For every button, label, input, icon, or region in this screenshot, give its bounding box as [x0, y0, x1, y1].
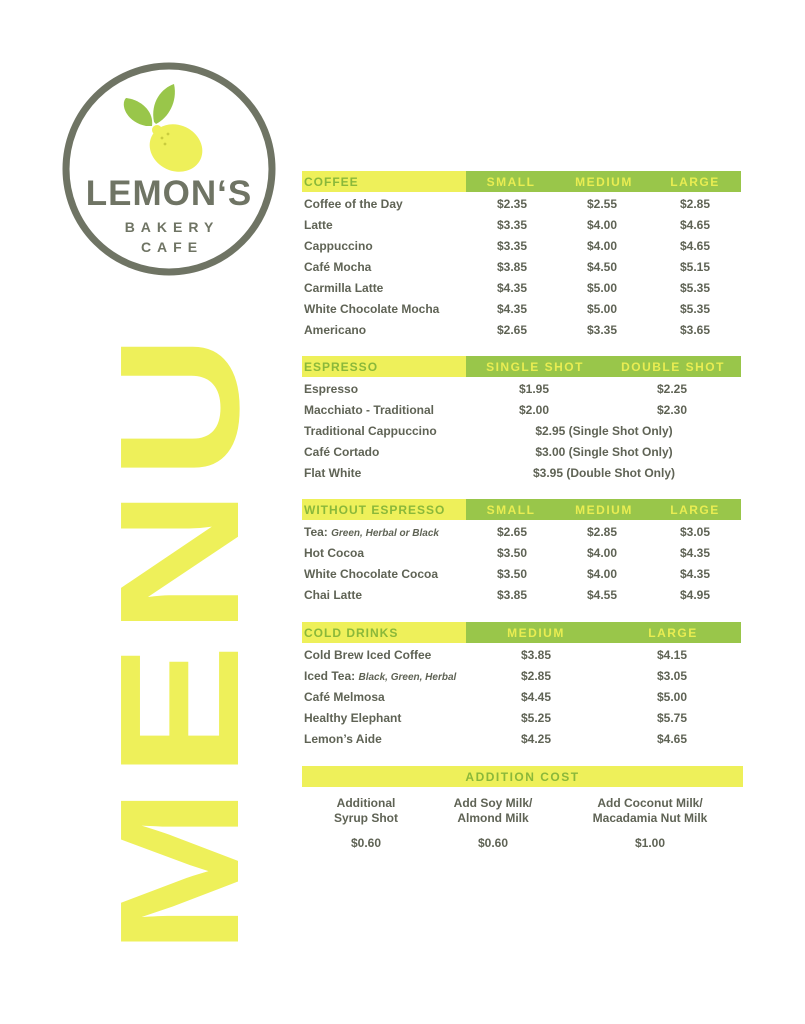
item-name: [304, 323, 366, 337]
menu-row: [302, 584, 741, 605]
item-name-text: Tea:: [304, 525, 328, 539]
item-price: $3.85: [496, 588, 528, 602]
addition-item-syrup: [334, 796, 398, 826]
espresso-header: [302, 356, 741, 377]
brand-subtitle-bakery: BAKERY: [124, 219, 220, 235]
item-price: $3.85: [496, 260, 528, 274]
item-price: $4.65: [679, 218, 711, 232]
item-name-text: Café Melmosa: [304, 690, 385, 704]
item-name-text: Iced Tea:: [304, 669, 356, 683]
item-price: $4.00: [586, 218, 618, 232]
menu-row: [302, 193, 741, 214]
item-name: [304, 197, 403, 211]
item-name-text: Healthy Elephant: [304, 711, 402, 725]
item-price: $4.35: [679, 567, 711, 581]
item-price: $2.95 (Single Shot Only): [535, 424, 673, 438]
item-name-text: Traditional Cappuccino: [304, 424, 437, 438]
item-price: $4.35: [679, 546, 711, 560]
item-price: $2.25: [656, 382, 688, 396]
addition-item-line: Syrup Shot: [333, 811, 399, 825]
item-name: [304, 588, 362, 602]
col-large: LARGE: [670, 503, 720, 517]
item-note: Green, Herbal or Black: [331, 528, 439, 539]
menu-vertical-title: [85, 325, 275, 955]
item-price: $5.25: [520, 711, 552, 725]
col-small: SMALL: [486, 503, 536, 517]
item-price: $5.00: [586, 302, 618, 316]
menu-vertical-text: MENU: [85, 422, 275, 955]
item-name-text: Café Mocha: [304, 260, 372, 274]
item-price: $2.85: [586, 525, 618, 539]
col-small: SMALL: [486, 175, 536, 189]
item-price: $4.45: [520, 690, 552, 704]
item-price: $3.35: [496, 218, 528, 232]
menu-row: [302, 728, 741, 749]
item-name: [304, 546, 364, 560]
item-price: $2.65: [496, 525, 528, 539]
item-price: $3.00 (Single Shot Only): [535, 445, 673, 459]
item-name-text: Cappuccino: [304, 239, 373, 253]
item-price: $2.30: [656, 403, 688, 417]
addition-title: ADDITION COST: [465, 770, 580, 784]
item-price: $4.50: [586, 260, 618, 274]
item-price: $4.65: [679, 239, 711, 253]
item-name: [304, 525, 439, 539]
item-price: $5.35: [679, 281, 711, 295]
item-price: $3.50: [496, 567, 528, 581]
item-price: $3.65: [679, 323, 711, 337]
menu-row: [302, 563, 741, 584]
item-name-text: Americano: [304, 323, 367, 337]
item-price: $4.35: [496, 281, 528, 295]
addition-item-line: Add Coconut Milk/: [597, 796, 703, 810]
menu-row: [302, 686, 741, 707]
logo: [62, 62, 276, 276]
item-price: $5.00: [656, 690, 688, 704]
cold-drinks-section: [302, 622, 741, 749]
item-name-text: Cold Brew Iced Coffee: [304, 648, 432, 662]
menu-row: [302, 542, 741, 563]
menu-row: [302, 399, 741, 420]
item-name: [304, 281, 383, 295]
item-name-text: Flat White: [304, 466, 362, 480]
item-price: $3.35: [586, 323, 618, 337]
item-name: [304, 711, 401, 725]
item-name-text: Hot Cocoa: [304, 546, 364, 560]
menu-row: [302, 319, 741, 340]
item-name: [304, 466, 361, 480]
menu-row: [302, 665, 741, 686]
espresso-section: [302, 356, 741, 483]
addition-price-coconut-macadamia: $1.00: [634, 836, 666, 850]
item-name: [304, 218, 333, 232]
item-price: $4.55: [586, 588, 618, 602]
cold-drinks-rows: [302, 644, 741, 749]
item-price: $5.15: [679, 260, 711, 274]
col-single-shot: SINGLE SHOT: [486, 360, 584, 374]
item-name-text: White Chocolate Mocha: [304, 302, 440, 316]
cold-drinks-header: [302, 622, 741, 643]
item-price: $2.85: [520, 669, 552, 683]
item-price: $3.95 (Double Shot Only): [532, 466, 676, 480]
item-price: $2.35: [496, 197, 528, 211]
item-price: $4.65: [656, 732, 688, 746]
item-price: $5.75: [656, 711, 688, 725]
without-espresso-header: [302, 499, 741, 520]
section-title: ESPRESSO: [304, 360, 379, 374]
brand-name: LEMON‘S: [85, 174, 253, 213]
item-name: [304, 302, 439, 316]
menu-row: [302, 378, 741, 399]
addition-price-syrup: $0.60: [350, 836, 382, 850]
item-price: $4.15: [656, 648, 688, 662]
item-name: [304, 445, 379, 459]
without-espresso-rows: [302, 521, 741, 605]
col-medium: MEDIUM: [575, 503, 633, 517]
section-title: WITHOUT ESPRESSO: [304, 503, 446, 517]
item-price: $2.55: [586, 197, 618, 211]
col-large: LARGE: [670, 175, 720, 189]
item-name: [304, 669, 456, 683]
item-price: $4.35: [496, 302, 528, 316]
coffee-section: [302, 171, 741, 340]
item-price: $4.00: [586, 546, 618, 560]
item-name-text: Lemon’s Aide: [304, 732, 382, 746]
item-name: [304, 239, 373, 253]
menu-row: [302, 256, 741, 277]
addition-item-soy-almond: [454, 796, 533, 826]
section-title: COFFEE: [304, 175, 359, 189]
col-double-shot: DOUBLE SHOT: [621, 360, 725, 374]
menu-row: [302, 521, 741, 542]
menu-row: [302, 277, 741, 298]
item-price: $4.95: [679, 588, 711, 602]
item-price: $2.00: [518, 403, 550, 417]
addition-item-line: Add Soy Milk/: [453, 796, 533, 810]
addition-item-line: Almond Milk: [457, 811, 529, 825]
col-medium: MEDIUM: [575, 175, 633, 189]
item-price: $3.35: [496, 239, 528, 253]
section-title: COLD DRINKS: [304, 626, 399, 640]
item-price: $3.05: [679, 525, 711, 539]
item-price: $5.35: [679, 302, 711, 316]
item-price: $4.00: [586, 239, 618, 253]
menu-row: [302, 235, 741, 256]
menu-row: [302, 214, 741, 235]
item-name-text: Espresso: [304, 382, 359, 396]
item-price: $2.85: [679, 197, 711, 211]
addition-cost-section: [302, 766, 743, 850]
item-price: $3.50: [496, 546, 528, 560]
menu-row: [302, 298, 741, 319]
item-price: $5.00: [586, 281, 618, 295]
espresso-rows: [302, 378, 741, 483]
coffee-header: [302, 171, 741, 192]
addition-item-coconut-macadamia: [593, 796, 708, 826]
menu-row: [302, 462, 741, 483]
item-price: $3.85: [520, 648, 552, 662]
item-name: [304, 567, 438, 581]
item-note: Black, Green, Herbal: [358, 672, 457, 683]
item-name-text: Coffee of the Day: [304, 197, 403, 211]
item-name-text: Carmilla Latte: [304, 281, 384, 295]
menu-row: [302, 644, 741, 665]
addition-header: [302, 766, 743, 787]
item-price: $1.95: [518, 382, 550, 396]
col-medium: MEDIUM: [507, 626, 565, 640]
addition-item-line: Macadamia Nut Milk: [592, 811, 708, 825]
brand-subtitle-cafe: CAFE: [140, 239, 204, 255]
item-name: [304, 382, 358, 396]
item-name: [304, 260, 371, 274]
item-name-text: Café Cortado: [304, 445, 380, 459]
item-name-text: Macchiato - Traditional: [304, 403, 435, 417]
item-price: $3.05: [656, 669, 688, 683]
item-price: $2.65: [496, 323, 528, 337]
menu-row: [302, 441, 741, 462]
item-name: [304, 648, 431, 662]
item-name-text: White Chocolate Cocoa: [304, 567, 439, 581]
item-price: $4.25: [520, 732, 552, 746]
without-espresso-section: [302, 499, 741, 605]
coffee-rows: [302, 193, 741, 340]
item-name: [304, 403, 434, 417]
item-name: [304, 424, 437, 438]
item-name-text: Chai Latte: [304, 588, 363, 602]
addition-price-soy-almond: $0.60: [477, 836, 509, 850]
col-large: LARGE: [648, 626, 698, 640]
menu-row: [302, 707, 741, 728]
item-price: $4.00: [586, 567, 618, 581]
item-name-text: Latte: [304, 218, 333, 232]
item-name: [304, 690, 385, 704]
addition-item-line: Additional: [336, 796, 396, 810]
item-name: [304, 732, 382, 746]
menu-row: [302, 420, 741, 441]
